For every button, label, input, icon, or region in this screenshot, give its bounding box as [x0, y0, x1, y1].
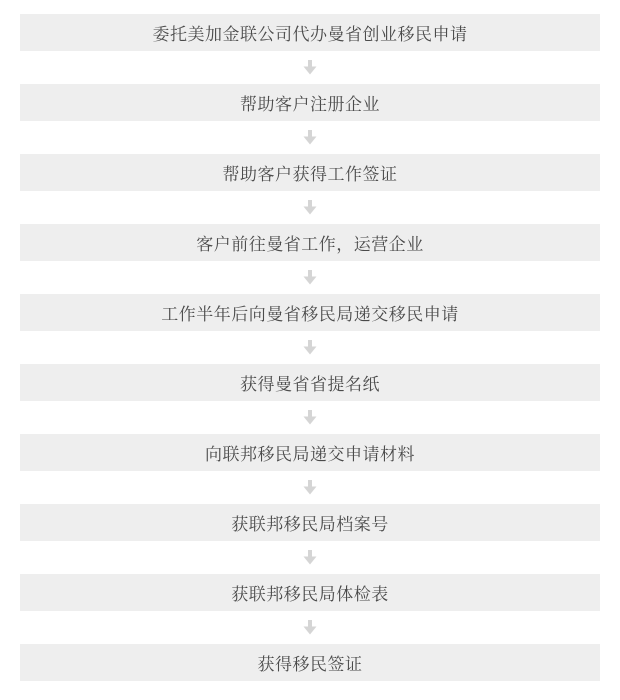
flow-step: [0, 224, 620, 294]
flow-step-box: [20, 154, 600, 191]
flow-step-box: [20, 294, 600, 331]
flow-step-label: 帮助客户注册企业: [240, 95, 380, 114]
flow-step-label: 工作半年后向曼省移民局递交移民申请: [161, 305, 459, 324]
flow-step-label: 获得曼省省提名纸: [240, 375, 380, 394]
flow-step: [0, 154, 620, 224]
flow-step-label: 帮助客户获得工作签证: [222, 165, 398, 184]
flow-step-label: 获联邦移民局档案号: [231, 515, 389, 534]
arrow-down-icon: [0, 541, 620, 574]
flow-step-label: 委托美加金联公司代办曼省创业移民申请: [152, 25, 468, 44]
flow-step-label: 向联邦移民局递交申请材料: [205, 445, 415, 464]
flow-step: [0, 364, 620, 434]
arrow-down-icon: [0, 611, 620, 644]
arrow-down-icon: [0, 471, 620, 504]
arrow-down-icon: [0, 51, 620, 84]
flow-step-label: 客户前往曼省工作，运营企业: [196, 235, 424, 254]
arrow-down-icon: [0, 121, 620, 154]
arrow-down-icon: [0, 261, 620, 294]
flow-step-label: 获得移民签证: [257, 655, 363, 674]
flow-step: [0, 574, 620, 644]
flow-step-box: [20, 14, 600, 51]
arrow-down-icon: [0, 331, 620, 364]
flow-step-box: [20, 364, 600, 401]
flow-step-box: [20, 644, 600, 681]
flow-step: [0, 504, 620, 574]
arrow-down-icon: [0, 401, 620, 434]
flow-step: [0, 84, 620, 154]
flow-step: [0, 14, 620, 84]
flow-step: [0, 294, 620, 364]
arrow-down-icon: [0, 191, 620, 224]
flow-step-box: [20, 84, 600, 121]
flow-step: [0, 644, 620, 681]
flow-step-box: [20, 434, 600, 471]
flow-step: [0, 434, 620, 504]
flow-step-label: 获联邦移民局体检表: [231, 585, 389, 604]
flow-step-box: [20, 504, 600, 541]
flow-step-box: [20, 224, 600, 261]
flow-step-box: [20, 574, 600, 611]
